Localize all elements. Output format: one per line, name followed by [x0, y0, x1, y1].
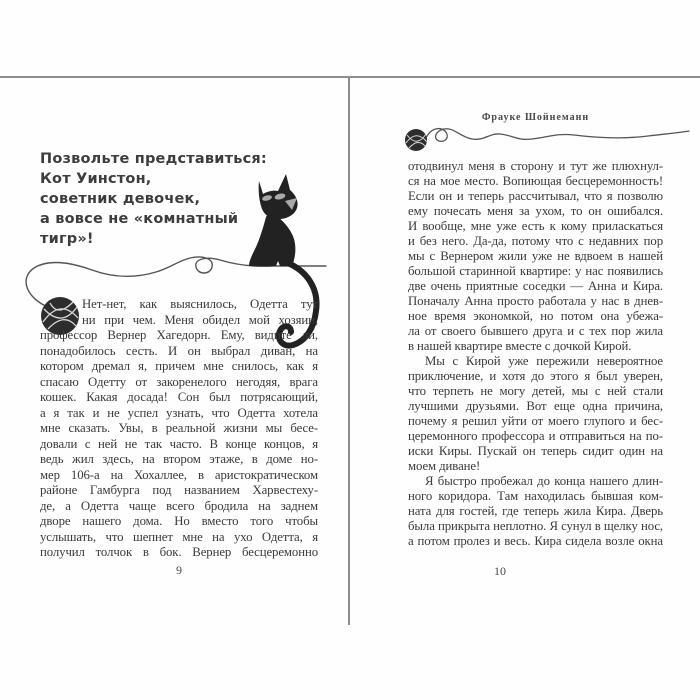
- text-line: ное время экономкой, но потом она убежа-: [408, 309, 663, 323]
- text-line: мы с Вернером жили уже не вдвоем в нашей: [408, 249, 663, 263]
- yarn-header-ornament: [400, 122, 695, 158]
- paragraph: [408, 354, 663, 474]
- text-line: спасаю Одетту от закоренелого негодяя, врага: [40, 374, 318, 389]
- page-number-right: 10: [494, 564, 506, 578]
- text-line: моем диване!: [408, 459, 481, 473]
- text-line: дворе нашего дома. Но вместо того чтобы: [40, 514, 318, 528]
- page-number-left: 9: [176, 563, 182, 577]
- text-line: де, а Одетта чаще всего бродила на заднем: [40, 498, 318, 513]
- text-line: ни при чем. Меня обидел мой хозяин,: [82, 312, 318, 327]
- text-line: иски Киры. Пускай он теперь сидит один на: [408, 444, 663, 458]
- text-line: ната для гостей, где теперь жила Кира. Дверь: [408, 504, 663, 518]
- text-line: получил толчок в бок. Вернер бесцеремонно: [40, 545, 318, 559]
- text-line: ного коридора. Там находилась бывшая ком-: [408, 489, 663, 503]
- text-line: тигр»!: [40, 231, 94, 247]
- cat-body: [249, 213, 295, 266]
- text-line: И вообще, мне уже есть к кому приласкаться: [408, 219, 663, 233]
- text-line: ему почесать меня за ухом, то он ошибался.: [408, 204, 663, 218]
- left-page-text: [40, 297, 318, 561]
- text-line: приключение, и хотя до этого я был уверен,: [408, 369, 663, 383]
- text-line: районе Гамбурга под названием Харвестеху-: [40, 483, 318, 497]
- text-line: Мы с Кирой уже пережили невероятное: [425, 354, 663, 368]
- yarn-string-squiggle-icon: [426, 129, 689, 142]
- text-line: мне сказать. Увы, в реальной жизни мы бесе-: [40, 421, 318, 435]
- text-line: Я быстро пробежал до конца нашего длин-: [425, 474, 663, 488]
- text-line: профессор Вернер Хагедорн. Ему, видите ли,: [40, 328, 318, 342]
- text-line: кошек. Какая досада! Сон был потрясающий,: [40, 390, 318, 404]
- text-line: две очень приятные соседки — Анна и Кира.: [408, 279, 663, 293]
- text-line: и без него. Да-да, потому что с недавних пор: [408, 234, 663, 248]
- running-header-author: Фрауке Шойнеманн: [481, 112, 590, 123]
- text-line: советник девочек,: [40, 191, 201, 207]
- text-line: ведь жил здесь, на втором этаже, в доме но-: [40, 452, 318, 466]
- text-line: ла от своего бывшего друга и с тех пор жила: [408, 324, 663, 338]
- text-line: что терпеть не могу детей, мы с ней стали: [408, 384, 663, 398]
- text-line: отодвинул меня в сторону и тут же плюхнул-: [408, 159, 663, 173]
- page-top-edge: [0, 76, 700, 78]
- text-line: услышать, что шепнет мне на ухо Одетта, я: [40, 529, 318, 544]
- text-line: лучшими друзьями. Вот еще одна причина,: [408, 399, 663, 413]
- text-line: Если он и теперь рассчитывал, что я позволю: [408, 189, 663, 203]
- text-line: а я так и не успел узнать, что Одетта хотела: [40, 405, 318, 420]
- text-line: в нашей квартире вместе с дочкой Кирой.: [408, 339, 632, 353]
- text-line: почему я решил уйти от моего глупого и бес-: [408, 414, 663, 428]
- paragraph: [408, 474, 663, 549]
- text-line: Кот Уинстон,: [40, 171, 152, 187]
- right-page-text: [408, 159, 663, 549]
- page-gutter: [348, 76, 350, 625]
- text-line: большой старинной квартире: у нас появились: [408, 264, 663, 278]
- text-line: Позвольте представиться:: [40, 151, 267, 167]
- text-line: довали с ней не так часто. В конце концов, я: [40, 436, 318, 451]
- text-line: Нет-нет, как выяснилось, Одетта тут: [82, 297, 318, 311]
- yarn-ball-icon: [405, 129, 427, 151]
- text-line: а вовсе не «комнатный: [40, 211, 239, 227]
- text-line: Поначалу Анна просто работала у нас в днев-: [408, 294, 663, 308]
- text-line: понадобилось сесть. И он выбрал диван, на: [40, 343, 318, 358]
- text-line: церемонного профессора и отправиться на по-: [408, 429, 663, 443]
- text-line: ся на мое место. Вопиющая бесцеремонность!: [408, 174, 663, 188]
- text-line: мер 106-а на Хохаллее, в аристократическом: [40, 467, 318, 482]
- paragraph: [408, 159, 663, 354]
- text-line: была прикрыта неплотно. Я сунул в щелку нос,: [408, 519, 663, 533]
- text-line: а потом пролез и весь. Кира сидела возле окна: [408, 534, 663, 548]
- text-line: котором дремал я, причем мне снилось, как я: [40, 359, 318, 373]
